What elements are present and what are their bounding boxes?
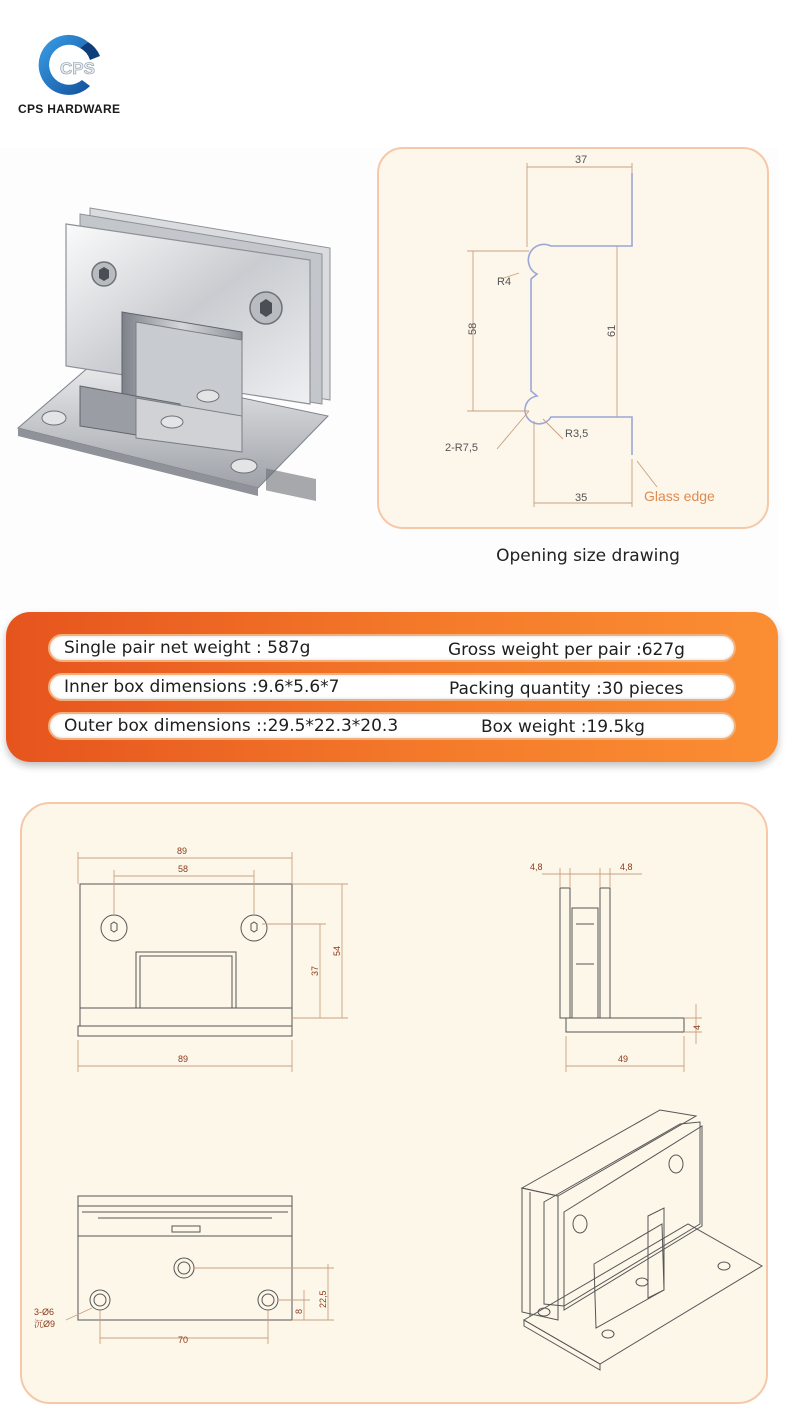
front-top-width: 89: [177, 846, 188, 856]
dimension-drawings: [22, 804, 770, 1406]
dim-radius-right: R3,5: [565, 428, 589, 440]
logo-monogram: CPS: [60, 59, 95, 78]
spec-net-weight: Single pair net weight : 587g: [64, 638, 311, 658]
bottom-view: [78, 1196, 292, 1320]
product-photo: [10, 190, 360, 510]
spec-inner-box: Inner box dimensions :9.6*5.6*7: [64, 677, 340, 697]
dim-radius-bottom: 2-R7,5: [445, 442, 479, 454]
side-left-gap: 4,8: [530, 862, 543, 872]
isometric-view: [522, 1110, 762, 1370]
dimension-drawings-panel: [20, 802, 768, 1404]
spec-outer-box: Outer box dimensions ::29.5*22.3*20.3: [64, 716, 399, 736]
side-base-thickness: 4: [692, 1024, 702, 1030]
bottom-holes-label: 3-Ø6: [34, 1307, 55, 1317]
bottom-hole-spacing: 70: [178, 1335, 189, 1345]
front-inner-height: 37: [310, 965, 320, 976]
dim-radius-top: R4: [497, 276, 512, 288]
front-view: [78, 884, 292, 1036]
glass-edge-label: Glass edge: [644, 488, 715, 504]
side-right-gap: 4,8: [620, 862, 633, 872]
opening-drawing-panel: [377, 147, 769, 529]
dim-left-height: 58: [467, 322, 479, 335]
spec-packing-qty: Packing quantity :30 pieces: [449, 679, 684, 699]
dim-right-height: 61: [606, 324, 618, 337]
bottom-offset-a: 8: [294, 1308, 304, 1314]
side-view: [560, 888, 684, 1032]
side-base-depth: 49: [618, 1054, 629, 1064]
bottom-offset-b: 22,5: [318, 1290, 328, 1308]
dim-bottom-width: 35: [575, 492, 588, 504]
dim-top-width: 37: [575, 154, 588, 166]
front-right-height: 54: [332, 945, 342, 956]
brand-name: CPS HARDWARE: [18, 102, 121, 116]
opening-drawing: [379, 149, 771, 531]
opening-caption: Opening size drawing: [496, 546, 680, 566]
spec-box-weight: Box weight :19.5kg: [481, 717, 645, 737]
bottom-counter-label: 沉Ø9: [34, 1319, 56, 1329]
front-base-width: 89: [178, 1054, 189, 1064]
front-hole-spacing: 58: [178, 864, 189, 874]
spec-band: [6, 612, 778, 762]
spec-gross-weight: Gross weight per pair :627g: [448, 640, 685, 660]
brand-logo: [30, 30, 106, 100]
